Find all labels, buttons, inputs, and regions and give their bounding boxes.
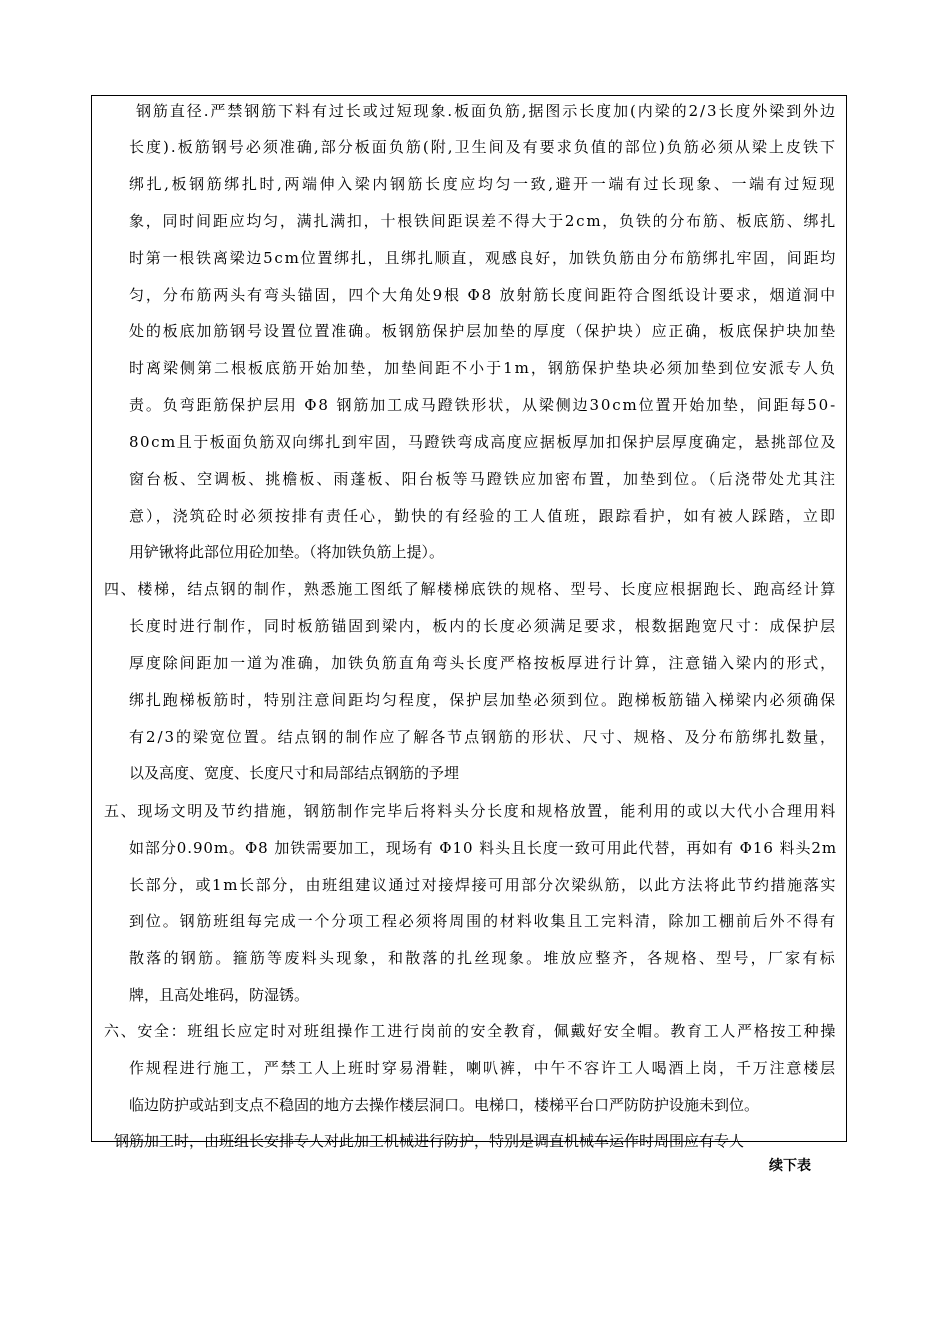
text-line: 责。负弯距筋保护层用 Φ8 钢筋加工成马蹬铁形状，从梁侧边30cm位置开始加垫，间距每50- (129, 396, 837, 414)
text-line: 窗台板、空调板、挑檐板、雨蓬板、阳台板等马蹬铁应加密布置，加垫到位。（后浇带处尤其注 (129, 470, 837, 488)
text-line: 六、安全：班组长应定时对班组操作工进行岗前的安全教育，佩戴好安全帽。教育工人严格按工种操 (104, 1022, 837, 1040)
text-line: 到位。钢筋班组每完成一个分项工程必须将周围的材料收集且工完料清，除加工棚前后外不得有 (129, 912, 837, 930)
text-line: 处的板底加筋钢号设置位置准确。板钢筋保护层加垫的厚度（保护块）应正确，板底保护块加垫 (129, 322, 837, 340)
text-line: 绑扎跑梯板筋时，特别注意间距均匀程度，保护层加垫必须到位。跑梯板筋锚入梯梁内必须确保 (129, 691, 837, 709)
text-line: 临边防护或站到支点不稳固的地方去操作楼层洞口。电梯口，楼梯平台口严防防护设施未到位。 (129, 1096, 760, 1114)
text-line: 时第一根铁离梁边5cm位置绑扎，且绑扎顺直，观感良好，加铁负筋由分布筋绑扎牢固，间距均 (129, 249, 837, 267)
text-line: 象，同时间距应均匀，满扎满扣，十根铁间距误差不得大于2cm，负铁的分布筋、板底筋、绑扎 (129, 212, 837, 230)
text-line: 长度时进行制作，同时板筋锚固到梁内，板内的长度必须满足要求，根数据跑宽尺寸：成保护层 (129, 617, 837, 635)
text-line: 有2/3的梁宽位置。结点钢的制作应了解各节点钢筋的形状、尺寸、规格、及分布筋绑扎数量， (129, 728, 837, 746)
text-line: 四、楼梯，结点钢的制作，熟悉施工图纸了解楼梯底铁的规格、型号、长度应根据跑长、跑高经计算 (104, 580, 837, 598)
text-line: 厚度除间距加一道为准确，加铁负筋直角弯头长度严格按板厚进行计算，注意锚入梁内的形式， (129, 654, 837, 672)
text-line: 以及高度、宽度、长度尺寸和局部结点钢筋的予埋 (129, 764, 460, 782)
continued-note: 续下表 (769, 1158, 811, 1174)
text-line: 匀，分布筋两头有弯头锚固，四个大角处9根 Φ8 放射筋长度间距符合图纸设计要求，烟道洞中 (129, 286, 837, 304)
text-line: 五、现场文明及节约措施，钢筋制作完毕后将料头分长度和规格放置，能利用的或以大代小合理用料 (104, 802, 837, 820)
text-line: 时离梁侧第二根板底筋开始加垫，加垫间距不小于1m，钢筋保护垫块必须加垫到位安派专人负 (129, 359, 837, 377)
text-line: 如部分0.90m。Φ8 加铁需要加工，现场有 Φ10 料头且长度一致可用此代替，再如有 Φ16 料头2m (129, 839, 837, 857)
text-line: 钢筋加工时，由班组长安排专人对此加工机械进行防护，特别是调直机械车运作时周围应有专人 (114, 1132, 745, 1150)
text-line: 用铲锹将此部位用砼加垫。（将加铁负筋上提）。 (129, 543, 445, 561)
text-line: 80cm且于板面负筋双向绑扎到牢固，马蹬铁弯成高度应据板厚加扣保护层厚度确定，悬挑部位及 (129, 433, 837, 451)
text-line: 意），浇筑砼时必须按排有责任心，勤快的有经验的工人值班，跟踪看护，如有被人踩踏，立即 (129, 507, 837, 525)
text-line: 长部分，或1m长部分，由班组建议通过对接焊接可用部分次梁纵筋，以此方法将此节约措施落实 (129, 876, 837, 894)
text-line: 作规程进行施工，严禁工人上班时穿易滑鞋，喇叭裤，中午不容许工人喝酒上岗，千万注意楼层 (129, 1059, 837, 1077)
text-line: 牌，且高处堆码，防湿锈。 (129, 986, 310, 1004)
text-line: 散落的钢筋。箍筋等废料头现象，和散落的扎丝现象。堆放应整齐，各规格、型号，厂家有标 (129, 949, 837, 967)
text-line: 绑扎,板钢筋绑扎时,两端伸入梁内钢筋长度应均匀一致,避开一端有过长现象、一端有过短现 (129, 175, 837, 193)
text-line: 长度).板筋钢号必须准确,部分板面负筋(附,卫生间及有要求负值的部位)负筋必须从梁上皮铁下 (129, 138, 837, 156)
text-line: 钢筋直径.严禁钢筋下料有过长或过短现象.板面负筋,据图示长度加(内梁的2/3长度外梁到外边 (136, 102, 837, 120)
